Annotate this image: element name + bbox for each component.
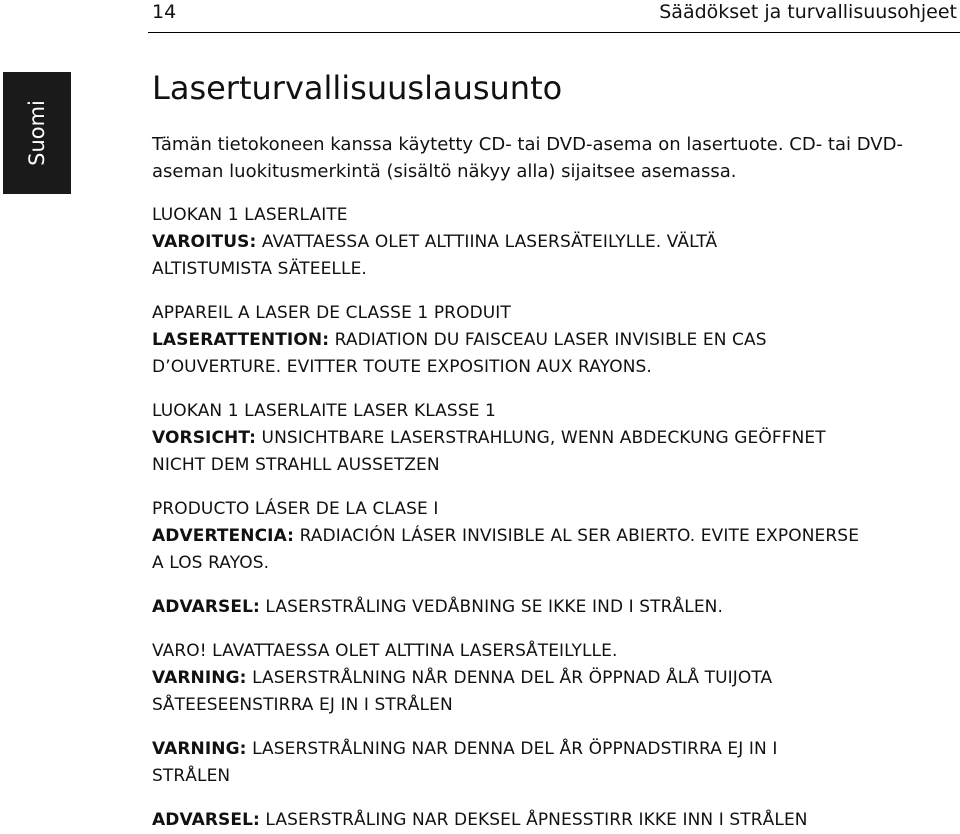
warning-block-danish [152,594,957,621]
warning-line [152,425,957,452]
warning-text: RADIATION DU FAISCEAU LASER INVISIBLE EN CAS [329,330,767,350]
warning-line: ALTISTUMISTA SÄTEELLE. [152,259,367,279]
warning-label: ADVERTENCIA: [152,526,295,546]
warning-heading: VARO! LAVATTAESSA OLET ALTTINA LASERSÅTEILYLLE. [152,641,618,661]
warning-heading: LUOKAN 1 LASERLAITE LASER KLASSE 1 [152,401,496,421]
warning-label: VARNING: [152,739,247,759]
warning-label: VAROITUS: [152,232,257,252]
warning-text: LASERSTRÅLING NAR DEKSEL ÅPNESSTIRR IKKE INN I STRÅLEN [259,810,808,830]
page-title: Laserturvallisuuslausunto [152,69,563,107]
warning-line [152,807,957,834]
warning-line: STRÅLEN [152,766,231,786]
warning-line [152,229,957,256]
warning-line [152,736,957,763]
warning-block-norwegian [152,807,957,834]
warning-label: LASERATTENTION: [152,330,330,350]
document-body [152,131,957,834]
warning-label: VARNING: [152,668,247,688]
warning-block-french [152,300,957,381]
warning-text: UNSICHTBARE LASERSTRAHLUNG, WENN ABDECKUNG GEÖFFNET [256,428,826,448]
warning-text: AVATTAESSA OLET ALTTIINA LASERSÄTEILYLLE. VÄLTÄ [256,232,718,252]
warning-block-spanish [152,496,957,577]
warning-line [152,594,957,621]
running-header: Säädökset ja turvallisuusohjeet [659,1,957,23]
warning-heading: LUOKAN 1 LASERLAITE [152,205,348,225]
warning-line [152,327,957,354]
intro-paragraph: Tämän tietokoneen kanssa käytetty CD- tai DVD-asema on lasertuote. CD- tai DVD-aseman luokitusmerkintä (sisältö näkyy alla) sijaitsee asemassa. [152,134,903,182]
warning-line [152,523,957,550]
warning-heading: APPAREIL A LASER DE CLASSE 1 PRODUIT [152,303,511,323]
language-tab [3,72,71,194]
warning-line: D’OUVERTURE. EVITTER TOUTE EXPOSITION AUX RAYONS. [152,357,652,377]
warning-block-finnish [152,202,957,283]
warning-block-german [152,398,957,479]
warning-text: LASERSTRÅLING VEDÅBNING SE IKKE IND I STRÅLEN. [259,597,723,617]
warning-text: LASERSTRÅLNING NÅR DENNA DEL ÅR ÖPPNAD ÅLÅ TUIJOTA [246,668,773,688]
warning-text: LASERSTRÅLNING NAR DENNA DEL ÅR ÖPPNADSTIRRA EJ IN I [246,739,778,759]
warning-line: NICHT DEM STRAHLL AUSSETZEN [152,455,440,475]
warning-label: ADVARSEL: [152,597,260,617]
warning-line [152,665,957,692]
warning-block-swedish-1 [152,638,957,719]
page-number: 14 [152,1,177,23]
warning-line: A LOS RAYOS. [152,553,270,573]
language-tab-label: Suomi [25,100,49,166]
header-rule [148,32,960,33]
warning-line: SÅTEESEENSTIRRA EJ IN I STRÅLEN [152,695,453,715]
warning-label: VORSICHT: [152,428,257,448]
warning-label: ADVARSEL: [152,810,260,830]
warning-heading: PRODUCTO LÁSER DE LA CLASE I [152,499,439,519]
warning-block-swedish-2 [152,736,957,790]
warning-text: RADIACIÓN LÁSER INVISIBLE AL SER ABIERTO. EVITE EXPONERSE [294,526,860,546]
